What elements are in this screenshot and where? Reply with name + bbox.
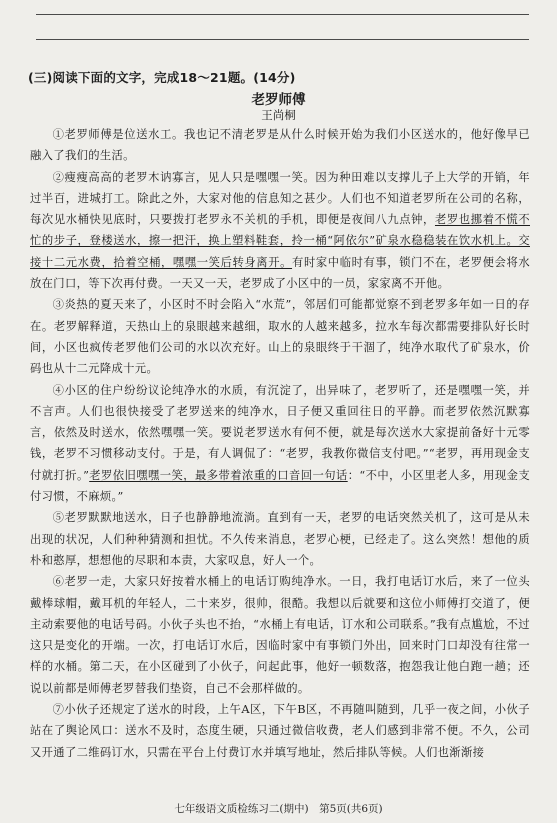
paragraph-p4	[30, 380, 530, 508]
page-footer: 七年级语文质检练习二(期中) 第5页(共6页)	[174, 803, 383, 815]
article-title: 老罗师傅	[251, 92, 306, 108]
paragraph-p2	[30, 167, 530, 295]
underlined-sentence: 老罗也挪着不慌不忙的步子，登楼送水，擦一把汗，换上塑料鞋套，拎一桶“阿依尔”矿泉水稳稳装在饮水机上。交接十二元水费，拾着空桶，嘿嘿一笑后转身离开。	[30, 213, 530, 269]
paragraph-text: ②瘦瘦高高的老罗木讷寡言，见人只是嘿嘿一笑。因为种田难以支撑儿子上大学的开销，年过半百，进城打工。除此之外，大家对他的信息知之甚少。人们也不知道老罗所在公司的名称，每次见水桶快见底时，只要拨打老罗永不关机的手机，即便是夜间八九点钟，	[30, 170, 530, 227]
paragraph-text: 有时家中临时有事，锁门不在，老罗便会将水放在门口，等下次再付费。一天又一天，老罗成了小区中的一员，家家离不开他。	[30, 255, 530, 291]
paragraph-text: ④小区的住户纷纷议论纯净水的水质，有沉淀了，出异味了，老罗听了，还是嘿嘿一笑，并不言声。人们也很快接受了老罗送来的纯净水，日子便又重回往日的平静。而老罗依然沉默寡言，依然及时送水，依然嘿嘿一笑。要说老罗送水有何不便，就是每次送水大家提前备好十元零钱，老罗不习惯移动支付。于是，有人调侃了：“老罗，我教你微信支付吧。”“老罗，再用现金支付就打折。”	[30, 383, 530, 482]
paragraph-p7	[30, 699, 530, 763]
answer-line	[36, 39, 529, 40]
answer-line	[36, 14, 529, 15]
article-author: 王尚桐	[261, 108, 296, 122]
paragraph-text: ⑦小伙子还规定了送水的时段，上午A区，下午B区，不再随叫随到，几乎一夜之间，小伙子站在了舆论风口：送水不及时，态度生硬，只通过微信收费，老人们感到非常不便。不久，公司又开通了二维码订水，只需在平台上付费订水并填写地址，然后排队等候。人们也渐渐接	[30, 703, 530, 759]
section-heading: (三)阅读下面的文字，完成18～21题。(14分)	[28, 70, 296, 85]
paragraph-text: ⑥老罗一走，大家只好按着水桶上的电话订购纯净水。一日，我打电话订水后，来了一位头戴棒球帽，戴耳机的年轻人，二十来岁，很帅，很酷。我想以后就要和这位小师傅打交道了，便主动索要他的电话号码。小伙子头也不抬，“水桶上有电话，订水和公司联系。”我有点尴尬，不过这只是变化的开端。一次，打电话订水后，因临时家中有事锁门外出，回来时门口却没有往常一样的水桶。第二天，在小区碰到了小伙子，问起此事，他好一顿数落，抱怨我让他白跑一趟；还说以前都是师傅老罗替我们垫资，自己不会那样做的。	[30, 575, 530, 695]
paragraph-p1	[30, 124, 530, 167]
paragraph-p3	[30, 294, 530, 379]
paragraph-p5	[30, 507, 530, 571]
paragraph-text: ③炎热的夏天来了，小区时不时会陷入“水荒”，邻居们可能都觉察不到老罗多年如一日的存在。老罗解释道，天热山上的泉眼越来越细，取水的人越来越多，拉水车每次都需要排队好长时间，小区也疯传老罗他们公司的水以次充好。山上的泉眼终于干涸了，纯净水取代了矿泉水，价码也从十二元降成十元。	[30, 298, 530, 376]
paragraph-text: ：“不中，小区里老人多，用现金支付习惯，不麻烦。”	[30, 468, 530, 504]
paragraph-p6	[30, 571, 530, 699]
paragraph-text: ⑤老罗默默地送水，日子也静静地流淌。直到有一天，老罗的电话突然关机了，这可是从未出现的状况，人们种种猜测和担忧。不久传来消息，老罗心梗，已经走了。这么突然！想他的质朴和憨厚，想想他的尽职和本责，大家叹息，好人一个。	[30, 511, 530, 567]
paragraph-text: ①老罗师傅是位送水工。我也记不清老罗是从什么时候开始为我们小区送水的，他好像早已融入了我们的生活。	[30, 128, 530, 163]
article-body	[30, 124, 530, 763]
underlined-sentence: 老罗依旧嘿嘿一笑，最多带着浓重的口音回一句话	[89, 468, 348, 482]
answer-lines	[36, 14, 529, 64]
